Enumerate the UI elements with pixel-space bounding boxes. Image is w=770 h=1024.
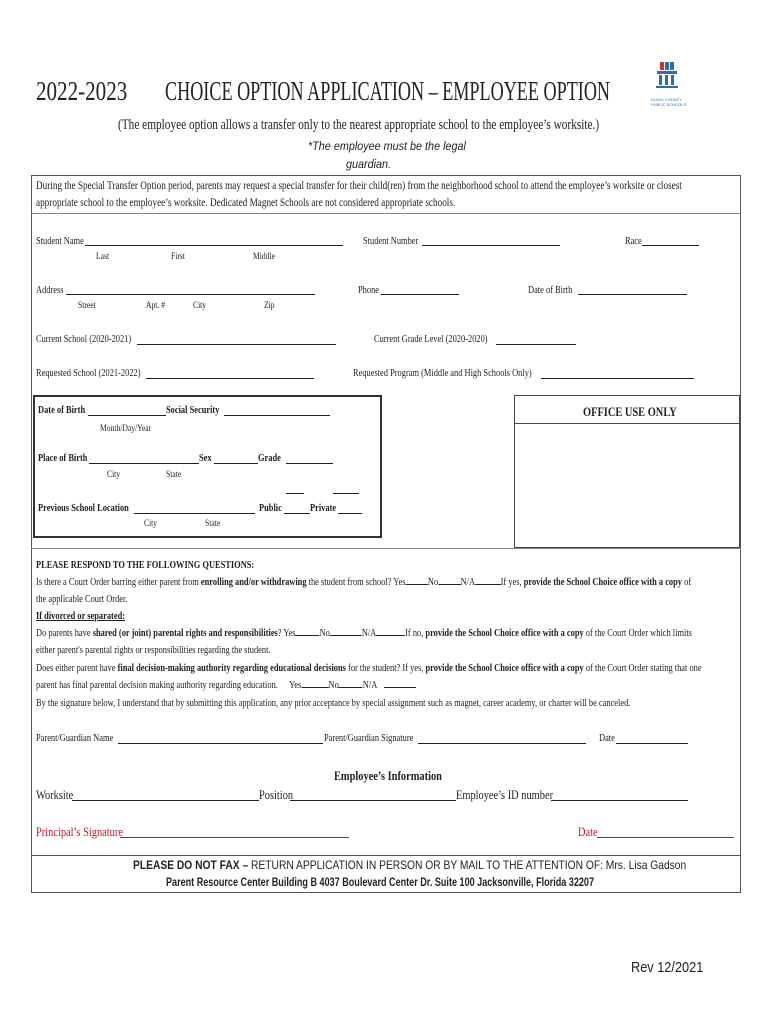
requested-program-label: Requested Program (Middle and High Schools Only) [353, 368, 532, 379]
public-field[interactable] [284, 513, 310, 514]
signature-statement: By the signature below, I understand that by submitting this application, any prior acceptance by special assignment such as magnet, career academy, or charter will be canceled. [36, 698, 631, 709]
school-building-icon [651, 60, 687, 90]
employee-id-label: Employee’s ID number [456, 787, 554, 802]
student-name-field[interactable] [85, 245, 343, 246]
question-final-authority: Does either parent have final decision-making authority regarding educational decisions for the student? If yes, provide the School Choice office with a copy of the Court Order stating that one [36, 663, 702, 674]
details-dob-field[interactable] [88, 415, 166, 416]
pob-label: Place of Birth [38, 453, 88, 464]
year-label: 2022-2023 [36, 76, 128, 106]
footer-divider [31, 855, 741, 856]
student-details-box [33, 395, 382, 538]
pob-field[interactable] [89, 463, 199, 464]
pob-state-label: State [166, 470, 182, 480]
question-shared-rights-cont: either parent's parental rights or responsibilities regarding the student. [36, 645, 271, 656]
requested-school-label: Requested School (2021-2022) [36, 368, 141, 379]
student-number-field[interactable] [422, 245, 560, 246]
apt-label: Apt. # [146, 301, 165, 311]
current-school-label: Current School (2020-2021) [36, 334, 132, 345]
public-check-field[interactable] [286, 493, 304, 494]
employee-id-field[interactable] [551, 800, 688, 801]
sex-field[interactable] [214, 463, 258, 464]
intro-divider [31, 213, 741, 214]
guardian-date-field[interactable] [616, 743, 688, 744]
pob-city-label: City [107, 470, 121, 480]
logo-text: DUVAL COUNTY PUBLIC SCHOOLS [651, 97, 687, 107]
guardian-signature-label: Parent/Guardian Signature [324, 733, 414, 744]
dob-format-label: Month/Day/Year [100, 424, 152, 434]
first-label: First [171, 252, 185, 262]
phone-label: Phone [358, 285, 379, 296]
position-label: Position [259, 787, 294, 802]
intro-text-1: During the Special Transfer Option period, parents may request a special transfer for their child(ren) from the neighborhood school to attend the employee’s worksite or closest [36, 180, 682, 192]
worksite-label: Worksite [36, 787, 74, 802]
divorced-heading: If divorced or separated: [36, 611, 126, 622]
revision-label: Rev 12/2021 [631, 959, 704, 976]
details-dob-label: Date of Birth [38, 405, 86, 416]
footer-address: Parent Resource Center Building B 4037 Boulevard Center Dr. Suite 100 Jacksonville, Florida 32207 [166, 875, 595, 889]
last-label: Last [96, 252, 110, 262]
guardian-date-label: Date [599, 733, 615, 744]
principal-signature-label: Principal’s Signature [36, 824, 123, 839]
requested-program-field[interactable] [541, 378, 694, 379]
private-check-field[interactable] [333, 493, 359, 494]
middle-label: Middle [253, 252, 275, 262]
subtitle: (The employee option allows a transfer only to the nearest appropriate school to the employee’s worksite.) [118, 117, 600, 133]
sex-label: Sex [199, 453, 212, 464]
requested-school-field[interactable] [146, 378, 314, 379]
current-grade-field[interactable] [496, 344, 576, 345]
private-label: Private [310, 503, 337, 514]
question-court-order: Is there a Court Order barring either parent from enrolling and/or withdrawing the student from school? Yes No N/A If yes, provide the School Choice office with a copy of [36, 577, 692, 588]
student-name-label: Student Name [36, 236, 84, 247]
intro-text-2: appropriate school to the employee’s worksite. Dedicated Magnet Schools are not considered appropriate schools. [36, 197, 456, 209]
city-label: City [193, 301, 207, 311]
question-final-authority-cont: parent has final parental decision making authority regarding education. Yes No N/A [36, 680, 416, 691]
position-field[interactable] [290, 800, 456, 801]
district-logo [651, 60, 687, 107]
phone-field[interactable] [381, 294, 459, 295]
current-grade-label: Current Grade Level (2020-2020) [374, 334, 488, 345]
race-field[interactable] [642, 245, 699, 246]
prev-school-label: Previous School Location [38, 503, 129, 514]
student-number-label: Student Number [363, 236, 419, 247]
guardian-note-cont: guardian. [346, 157, 392, 171]
employee-info-heading: Employee’s Information [334, 768, 442, 783]
address-field[interactable] [66, 294, 315, 295]
guardian-name-label: Parent/Guardian Name [36, 733, 114, 744]
dob-field[interactable] [578, 294, 687, 295]
prev-school-field[interactable] [134, 513, 255, 514]
dob-label: Date of Birth [528, 285, 573, 296]
public-label: Public [259, 503, 282, 514]
principal-date-field[interactable] [597, 837, 734, 838]
guardian-signature-field[interactable] [418, 743, 586, 744]
address-label: Address [36, 285, 64, 296]
questions-heading: PLEASE RESPOND TO THE FOLLOWING QUESTIONS: [36, 560, 255, 571]
office-use-title: OFFICE USE ONLY [583, 404, 677, 419]
guardian-note: *The employee must be the legal [308, 139, 466, 153]
zip-label: Zip [264, 301, 275, 311]
worksite-field[interactable] [72, 800, 259, 801]
question-shared-rights: Do parents have shared (or joint) parental rights and responsibilities? Yes No N/A If no, provide the School Choice office with a copy of the Court Order which limits [36, 628, 692, 639]
page-title: CHOICE OPTION APPLICATION – EMPLOYEE OPTION [165, 76, 611, 106]
prev-state-label: State [205, 519, 221, 529]
street-label: Street [78, 301, 96, 311]
guardian-name-field[interactable] [118, 743, 323, 744]
principal-signature-field[interactable] [120, 837, 349, 838]
ssn-field[interactable] [224, 415, 330, 416]
footer-instructions: PLEASE DO NOT FAX – RETURN APPLICATION IN PERSON OR BY MAIL TO THE ATTENTION OF: Mrs. Lisa Gadson [133, 858, 687, 872]
section-divider [31, 548, 741, 549]
prev-city-label: City [144, 519, 158, 529]
question-court-order-cont: the applicable Court Order. [36, 594, 128, 605]
race-label: Race [625, 236, 642, 247]
ssn-label: Social Security [166, 405, 220, 416]
office-use-divider [514, 423, 740, 424]
grade-field[interactable] [286, 463, 333, 464]
current-school-field[interactable] [137, 344, 336, 345]
principal-date-label: Date [578, 824, 598, 839]
grade-label: Grade [258, 453, 281, 464]
private-field[interactable] [338, 513, 362, 514]
